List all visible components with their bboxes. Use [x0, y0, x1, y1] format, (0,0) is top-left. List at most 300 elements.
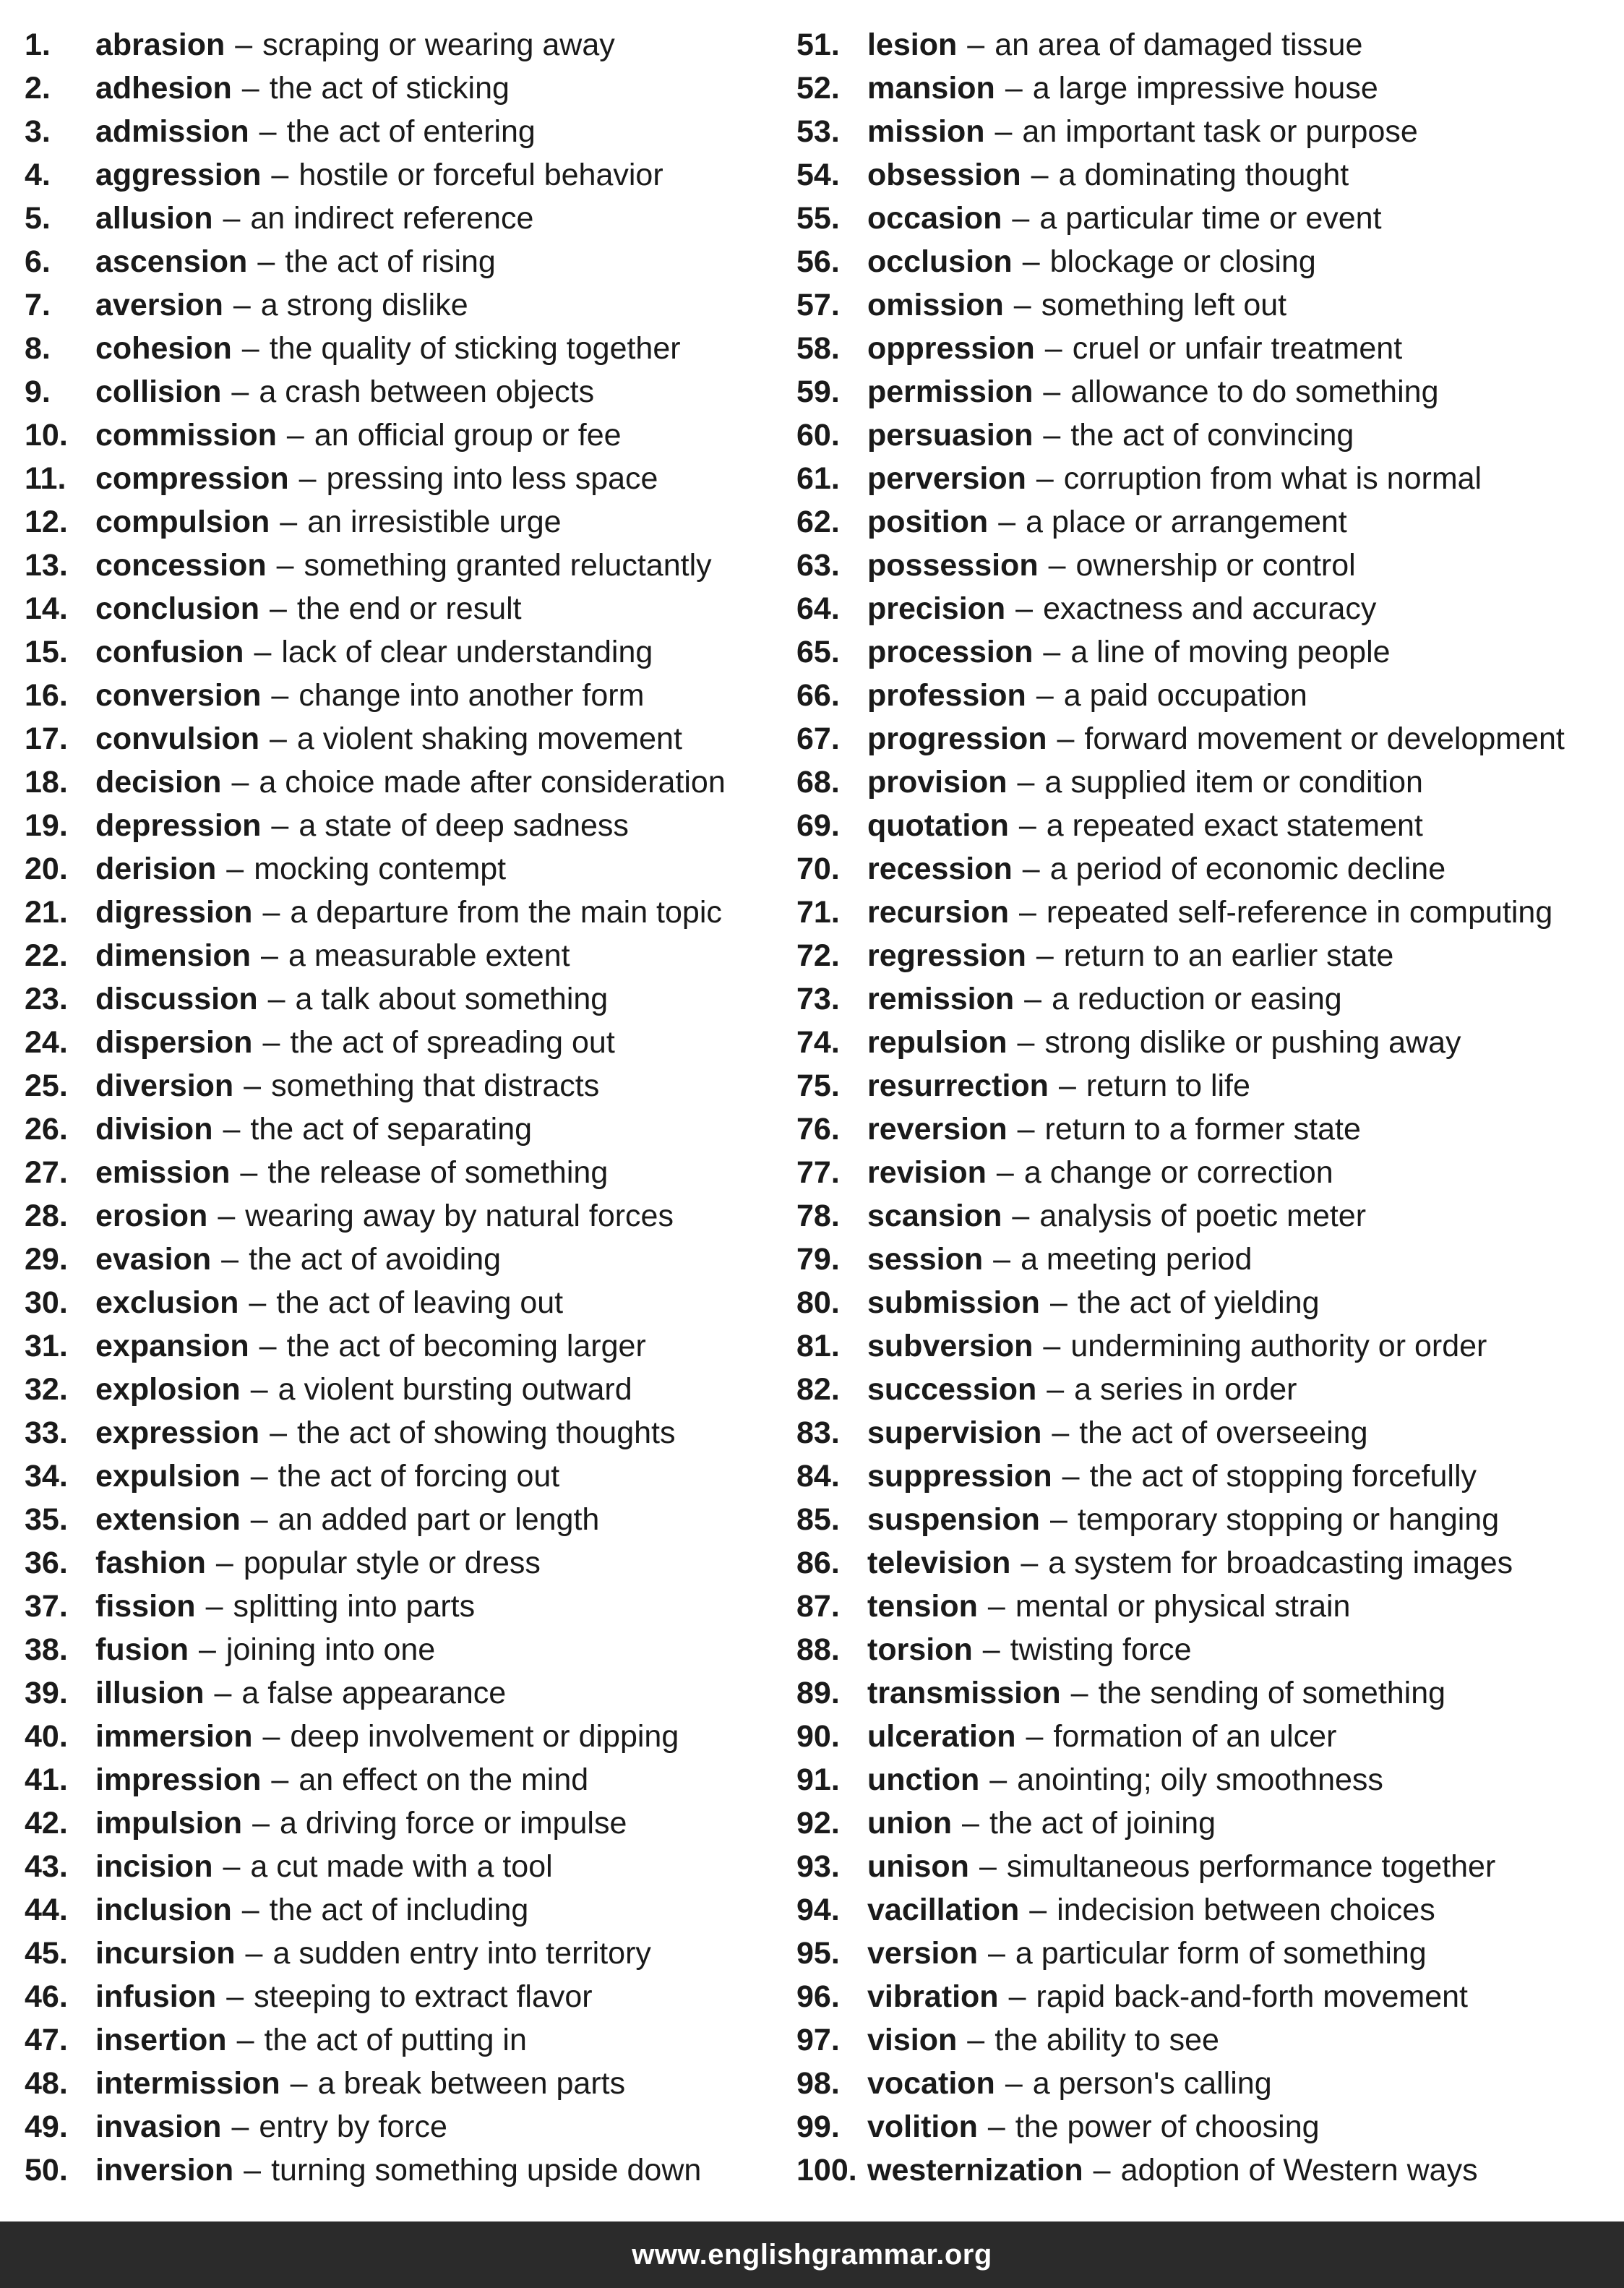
- item-separator: –: [1018, 808, 1036, 843]
- item-definition: an irresistible urge: [307, 505, 562, 539]
- item-number: 49.: [25, 2109, 68, 2144]
- list-item: [25, 1888, 783, 1932]
- item-text: [95, 674, 644, 717]
- item-definition: a state of deep sadness: [298, 808, 629, 843]
- list-item: [25, 23, 783, 67]
- item-number: 78.: [796, 1199, 840, 1233]
- item-number: 15.: [25, 635, 68, 669]
- item-definition: temporary stopping or hanging: [1077, 1502, 1500, 1537]
- item-separator: –: [244, 1068, 262, 1103]
- item-separator: –: [1024, 982, 1042, 1016]
- item-text: [867, 2018, 1219, 2062]
- item-definition: a paid occupation: [1063, 678, 1307, 713]
- item-word: permission: [867, 374, 1034, 409]
- item-word: unison: [867, 1849, 969, 1884]
- item-number: 26.: [25, 1112, 68, 1147]
- item-word: submission: [867, 1285, 1040, 1320]
- item-number: 69.: [796, 808, 840, 843]
- item-separator: –: [979, 1849, 997, 1884]
- item-word: compression: [95, 461, 289, 496]
- item-text: [95, 1758, 588, 1801]
- item-separator: –: [1021, 1546, 1039, 1580]
- item-separator: –: [1017, 1025, 1035, 1060]
- item-word: admission: [95, 114, 249, 149]
- item-number: 66.: [796, 678, 840, 713]
- item-number: 71.: [796, 895, 840, 930]
- item-number: 72.: [796, 938, 840, 973]
- item-definition: a strong dislike: [260, 288, 468, 322]
- item-text: [867, 1671, 1445, 1715]
- item-word: digression: [95, 895, 253, 930]
- item-text: [867, 804, 1423, 847]
- item-number: 85.: [796, 1502, 840, 1537]
- item-definition: the act of yielding: [1077, 1285, 1320, 1320]
- item-definition: a sudden entry into territory: [272, 1936, 651, 1971]
- list-item: [25, 153, 783, 197]
- item-text: [867, 110, 1418, 153]
- list-item: [25, 67, 783, 110]
- item-separator: –: [1031, 158, 1049, 192]
- item-separator: –: [249, 1285, 267, 1320]
- item-text: [867, 1107, 1361, 1151]
- item-definition: the act of joining: [989, 1806, 1216, 1841]
- item-text: [95, 977, 608, 1021]
- item-number: 16.: [25, 678, 68, 713]
- list-item: [796, 1715, 1620, 1758]
- item-definition: hostile or forceful behavior: [298, 158, 663, 192]
- item-definition: the end or result: [296, 591, 522, 626]
- item-definition: the act of sticking: [269, 71, 510, 106]
- item-definition: the power of choosing: [1015, 2109, 1320, 2144]
- list-item: [796, 1758, 1620, 1801]
- item-word: precision: [867, 591, 1006, 626]
- item-number: 21.: [25, 895, 68, 930]
- list-item: [796, 1368, 1620, 1411]
- list-item: [25, 847, 783, 891]
- item-text: [867, 587, 1376, 630]
- item-separator: –: [1022, 852, 1040, 886]
- item-number: 60.: [796, 418, 840, 453]
- item-text: [95, 1281, 563, 1324]
- item-separator: –: [987, 2109, 1005, 2144]
- list-item: [25, 500, 783, 544]
- item-number: 57.: [796, 288, 840, 322]
- item-separator: –: [1029, 1893, 1047, 1927]
- item-text: [867, 1151, 1333, 1194]
- item-word: compulsion: [95, 505, 270, 539]
- item-number: 83.: [796, 1415, 840, 1450]
- item-text: [867, 1454, 1477, 1498]
- item-definition: the ability to see: [994, 2023, 1219, 2057]
- item-text: [867, 1888, 1435, 1932]
- item-text: [95, 760, 726, 804]
- list-item: [796, 500, 1620, 544]
- item-number: 74.: [796, 1025, 840, 1060]
- item-text: [95, 1671, 506, 1715]
- list-item: [796, 1541, 1620, 1585]
- item-text: [95, 804, 629, 847]
- item-text: [95, 1541, 541, 1585]
- item-separator: –: [1048, 548, 1066, 583]
- item-text: [867, 630, 1391, 674]
- item-number: 97.: [796, 2023, 840, 2057]
- item-text: [867, 1238, 1252, 1281]
- list-item: [796, 110, 1620, 153]
- item-definition: the quality of sticking together: [269, 331, 681, 366]
- item-text: [95, 1932, 651, 1975]
- item-number: 92.: [796, 1806, 840, 1841]
- item-word: abrasion: [95, 27, 225, 62]
- item-word: aggression: [95, 158, 262, 192]
- item-text: [95, 1498, 599, 1541]
- list-item: [25, 457, 783, 500]
- item-word: conversion: [95, 678, 262, 713]
- item-word: mansion: [867, 71, 995, 106]
- list-item: [796, 717, 1620, 760]
- item-separator: –: [214, 1676, 232, 1710]
- item-text: [95, 414, 622, 457]
- item-definition: an added part or length: [278, 1502, 600, 1537]
- item-word: aversion: [95, 288, 223, 322]
- item-number: 39.: [25, 1676, 68, 1710]
- item-text: [95, 370, 594, 414]
- item-word: discussion: [95, 982, 258, 1016]
- item-definition: undermining authority or order: [1070, 1329, 1487, 1363]
- item-word: ulceration: [867, 1719, 1016, 1754]
- item-definition: anointing; oily smoothness: [1017, 1762, 1383, 1797]
- item-definition: a measurable extent: [288, 938, 570, 973]
- item-number: 40.: [25, 1719, 68, 1754]
- item-definition: something that distracts: [271, 1068, 600, 1103]
- item-separator: –: [271, 158, 289, 192]
- item-word: commission: [95, 418, 277, 453]
- item-word: volition: [867, 2109, 978, 2144]
- item-word: scansion: [867, 1199, 1002, 1233]
- item-text: [95, 717, 682, 760]
- item-text: [95, 67, 510, 110]
- list-item: [796, 1281, 1620, 1324]
- item-separator: –: [231, 374, 249, 409]
- item-word: explosion: [95, 1372, 241, 1407]
- list-item: [796, 891, 1620, 934]
- item-separator: –: [233, 288, 251, 322]
- item-definition: corruption from what is normal: [1063, 461, 1482, 496]
- item-number: 59.: [796, 374, 840, 409]
- item-separator: –: [280, 505, 298, 539]
- item-word: suppression: [867, 1459, 1052, 1494]
- item-text: [95, 1975, 593, 2018]
- item-text: [867, 23, 1362, 67]
- item-word: impression: [95, 1762, 262, 1797]
- item-number: 100.: [796, 2153, 857, 2188]
- item-number: 70.: [796, 852, 840, 886]
- item-text: [867, 1411, 1367, 1454]
- item-word: collision: [95, 374, 222, 409]
- item-number: 96.: [796, 1979, 840, 2014]
- item-word: position: [867, 505, 989, 539]
- item-number: 29.: [25, 1242, 68, 1277]
- item-separator: –: [993, 1242, 1011, 1277]
- item-definition: repeated self-reference in computing: [1046, 895, 1553, 930]
- item-definition: the act of overseeing: [1079, 1415, 1368, 1450]
- item-text: [867, 1194, 1366, 1238]
- item-separator: –: [1036, 938, 1054, 973]
- list-item: [796, 414, 1620, 457]
- footer-url[interactable]: www.englishgrammar.org: [632, 2238, 992, 2271]
- item-definition: the release of something: [267, 1155, 609, 1190]
- item-definition: the sending of something: [1098, 1676, 1446, 1710]
- item-text: [867, 760, 1423, 804]
- item-separator: –: [994, 114, 1013, 149]
- list-item: [796, 2062, 1620, 2105]
- list-item: [796, 327, 1620, 370]
- item-separator: –: [290, 2066, 308, 2101]
- item-number: 53.: [796, 114, 840, 149]
- item-separator: –: [1005, 2066, 1023, 2101]
- item-definition: the act of separating: [250, 1112, 533, 1147]
- item-word: convulsion: [95, 721, 259, 756]
- item-text: [867, 2062, 1272, 2105]
- list-item: [796, 1107, 1620, 1151]
- item-text: [95, 1888, 528, 1932]
- item-definition: an official group or fee: [314, 418, 622, 453]
- list-item: [796, 1498, 1620, 1541]
- item-separator: –: [1013, 288, 1031, 322]
- item-separator: –: [967, 27, 985, 62]
- item-separator: –: [218, 1199, 236, 1233]
- list-item: [25, 1585, 783, 1628]
- item-word: incursion: [95, 1936, 236, 1971]
- item-word: conclusion: [95, 591, 259, 626]
- item-word: oppression: [867, 331, 1035, 366]
- item-number: 90.: [796, 1719, 840, 1754]
- list-item: [796, 674, 1620, 717]
- item-definition: a cut made with a tool: [250, 1849, 553, 1884]
- item-text: [867, 1628, 1192, 1671]
- item-word: fission: [95, 1589, 196, 1624]
- item-number: 51.: [796, 27, 840, 62]
- list-item: [796, 1411, 1620, 1454]
- list-item: [25, 934, 783, 977]
- item-separator: –: [989, 1762, 1008, 1797]
- item-separator: –: [250, 1459, 268, 1494]
- item-definition: lack of clear understanding: [281, 635, 653, 669]
- item-text: [95, 1801, 627, 1845]
- item-text: [867, 1324, 1487, 1368]
- item-separator: –: [996, 1155, 1014, 1190]
- item-word: westernization: [867, 2153, 1083, 2188]
- list-item: [796, 2148, 1620, 2192]
- item-text: [95, 500, 562, 544]
- list-item: [796, 1932, 1620, 1975]
- item-separator: –: [271, 1762, 289, 1797]
- item-separator: –: [1036, 461, 1054, 496]
- item-text: [867, 1064, 1250, 1107]
- item-number: 56.: [796, 244, 840, 279]
- item-number: 20.: [25, 852, 68, 886]
- item-number: 77.: [796, 1155, 840, 1190]
- list-item: [25, 1324, 783, 1368]
- list-item: [796, 1671, 1620, 1715]
- item-word: vibration: [867, 1979, 999, 2014]
- item-word: infusion: [95, 1979, 217, 2014]
- item-text: [95, 110, 536, 153]
- item-definition: the act of entering: [286, 114, 536, 149]
- list-item: [796, 2105, 1620, 2148]
- item-number: 55.: [796, 201, 840, 236]
- item-word: intermission: [95, 2066, 280, 2101]
- item-text: [867, 934, 1393, 977]
- item-word: occasion: [867, 201, 1002, 236]
- item-text: [867, 1758, 1383, 1801]
- item-word: cohesion: [95, 331, 232, 366]
- item-word: resurrection: [867, 1068, 1049, 1103]
- item-separator: –: [254, 635, 272, 669]
- list-item: [796, 457, 1620, 500]
- list-item: [796, 1064, 1620, 1107]
- item-separator: –: [1049, 1502, 1067, 1537]
- item-number: 13.: [25, 548, 68, 583]
- item-separator: –: [205, 1589, 223, 1624]
- item-definition: ownership or control: [1075, 548, 1356, 583]
- item-word: transmission: [867, 1676, 1061, 1710]
- item-text: [867, 1932, 1427, 1975]
- list-item: [25, 1758, 783, 1801]
- item-word: vocation: [867, 2066, 995, 2101]
- item-number: 68.: [796, 765, 840, 800]
- item-text: [867, 2148, 1478, 2192]
- item-word: derision: [95, 852, 217, 886]
- list-item: [25, 1021, 783, 1064]
- item-number: 11.: [25, 461, 66, 496]
- item-definition: the act of spreading out: [290, 1025, 615, 1060]
- item-number: 23.: [25, 982, 68, 1016]
- item-text: [867, 457, 1482, 500]
- item-word: version: [867, 1936, 978, 1971]
- item-separator: –: [223, 201, 241, 236]
- item-separator: –: [241, 1893, 259, 1927]
- item-text: [867, 717, 1565, 760]
- item-text: [867, 153, 1349, 197]
- list-item: [796, 1151, 1620, 1194]
- item-separator: –: [1036, 678, 1054, 713]
- item-text: [95, 1238, 501, 1281]
- item-separator: –: [987, 1936, 1005, 1971]
- item-definition: simultaneous performance together: [1006, 1849, 1496, 1884]
- list-item: [25, 630, 783, 674]
- item-text: [867, 327, 1402, 370]
- item-word: remission: [867, 982, 1015, 1016]
- item-definition: analysis of poetic meter: [1039, 1199, 1367, 1233]
- item-separator: –: [1049, 1285, 1067, 1320]
- item-number: 12.: [25, 505, 68, 539]
- list-item: [25, 717, 783, 760]
- item-word: session: [867, 1242, 984, 1277]
- item-number: 14.: [25, 591, 68, 626]
- item-definition: an important task or purpose: [1022, 114, 1418, 149]
- list-item: [25, 240, 783, 283]
- item-definition: cruel or unfair treatment: [1072, 331, 1403, 366]
- item-text: [95, 327, 681, 370]
- item-word: possession: [867, 548, 1039, 583]
- item-word: impulsion: [95, 1806, 243, 1841]
- item-definition: return to a former state: [1044, 1112, 1361, 1147]
- item-definition: strong dislike or pushing away: [1044, 1025, 1461, 1060]
- item-separator: –: [223, 1112, 241, 1147]
- item-separator: –: [245, 1936, 263, 1971]
- list-item: [796, 587, 1620, 630]
- item-definition: wearing away by natural forces: [245, 1199, 674, 1233]
- item-word: inversion: [95, 2153, 234, 2188]
- item-number: 67.: [796, 721, 840, 756]
- item-text: [867, 674, 1307, 717]
- item-definition: something granted reluctantly: [304, 548, 712, 583]
- item-separator: –: [250, 1372, 268, 1407]
- item-number: 47.: [25, 2023, 68, 2057]
- list-item: [25, 414, 783, 457]
- item-text: [95, 2018, 527, 2062]
- item-definition: exactness and accuracy: [1043, 591, 1377, 626]
- list-item: [25, 1281, 783, 1324]
- item-word: allusion: [95, 201, 213, 236]
- item-separator: –: [1070, 1676, 1088, 1710]
- item-definition: return to an earlier state: [1063, 938, 1394, 973]
- item-separator: –: [1022, 244, 1040, 279]
- list-item: [25, 1845, 783, 1888]
- item-number: 87.: [796, 1589, 840, 1624]
- item-number: 63.: [796, 548, 840, 583]
- item-definition: entry by force: [259, 2109, 447, 2144]
- item-number: 33.: [25, 1415, 68, 1450]
- item-definition: scraping or wearing away: [262, 27, 615, 62]
- item-text: [867, 1715, 1336, 1758]
- list-item: [25, 1151, 783, 1194]
- item-text: [95, 1845, 553, 1888]
- item-text: [95, 457, 658, 500]
- word-list-column-right: [796, 23, 1620, 2192]
- item-definition: a false appearance: [241, 1676, 507, 1710]
- item-number: 99.: [796, 2109, 840, 2144]
- item-definition: a crash between objects: [259, 374, 595, 409]
- item-separator: –: [1017, 765, 1035, 800]
- list-item: [796, 2018, 1620, 2062]
- item-text: [95, 1107, 532, 1151]
- item-number: 65.: [796, 635, 840, 669]
- list-item: [796, 1975, 1620, 2018]
- item-definition: allowance to do something: [1070, 374, 1439, 409]
- item-word: expulsion: [95, 1459, 241, 1494]
- item-separator: –: [261, 938, 278, 973]
- item-number: 94.: [796, 1893, 840, 1927]
- item-number: 73.: [796, 982, 840, 1016]
- item-separator: –: [259, 114, 277, 149]
- item-separator: –: [236, 2023, 254, 2057]
- item-number: 42.: [25, 1806, 68, 1841]
- item-word: quotation: [867, 808, 1009, 843]
- item-text: [95, 283, 468, 327]
- list-item: [25, 1932, 783, 1975]
- item-definition: forward movement or development: [1084, 721, 1565, 756]
- item-word: ascension: [95, 244, 248, 279]
- list-item: [796, 760, 1620, 804]
- item-separator: –: [221, 1242, 239, 1277]
- list-item: [25, 327, 783, 370]
- item-definition: a violent bursting outward: [278, 1372, 632, 1407]
- item-number: 30.: [25, 1285, 68, 1320]
- item-definition: a series in order: [1074, 1372, 1297, 1407]
- item-word: obsession: [867, 158, 1021, 192]
- list-item: [796, 544, 1620, 587]
